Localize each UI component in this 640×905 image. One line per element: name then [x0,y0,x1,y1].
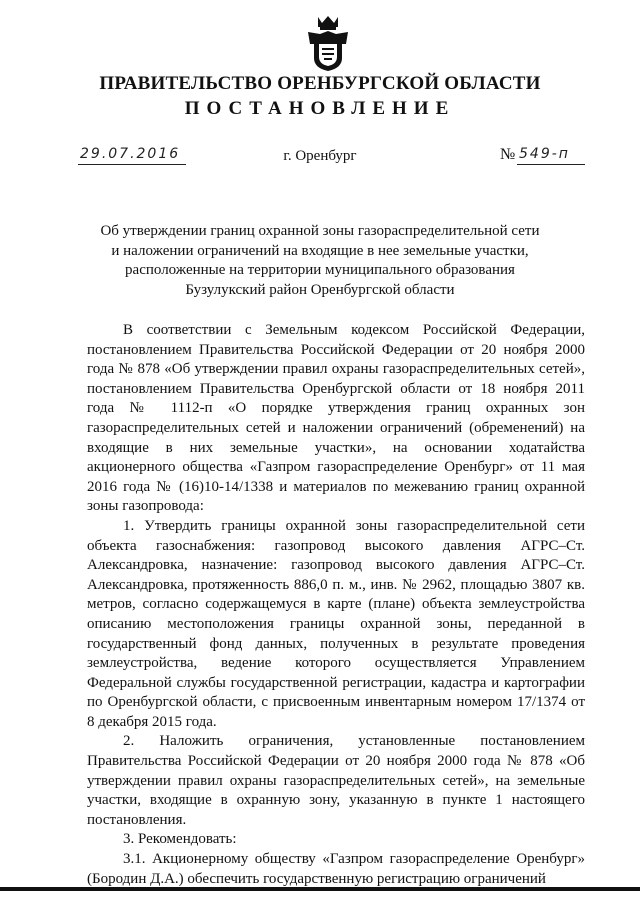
subject-line: Бузулукский район Оренбургской области [185,281,455,298]
coat-of-arms-emblem [304,14,352,72]
document-body [87,321,585,889]
subject-line: расположенные на территории муниципального образования [125,262,515,278]
subject-line: и наложении ограничений на входящие в нее земельные участки, [111,242,529,259]
item-1-paragraph: 1. Утвердить границы охранной зоны газораспределительной сети объекта газоснабжения: газопровод высокого давления АГРС–Ст. Александровка, назначение: газопровод высокого давления АГРС–Ст. Александровка, протяженность 886,0 п. м., инв. № 2962, площадью 3807 кв. метров, согласно содержащемуся в карте (плане) объекта землеустройства описанию местоположения границы охранной зоны, переданной в государственный фонд данных, полученных в результате проведения землеустройства, ведение которого осуществляется Управлением Федеральной службы государственной регистрации, кадастра и картографии по Оренбургской области, с присвоенным инвентарным номером 17/1374 от 8 декабря 2015 года. [87,517,585,730]
item-3-1-paragraph: 3.1. Акционерному обществу «Газпром газораспределение Оренбург» (Бородин Д.А.) обеспечить государственную регистрацию ограничений [87,851,585,887]
preamble-paragraph: В соответствии с Земельным кодексом Российской Федерации, постановлением Правительства Российской Федерации от 20 ноября 2000 года № 878 «Об утверждении правил охраны газораспределительных сетей», постановлением Правительства Оренбургской области от 18 ноября 2011 года № 1112-п «О порядке утверждения границ охранных зон газораспределительных сетей и наложении ограничений (обременений) на входящие в них земельные участки», на основании ходатайства акционерного общества «Газпром газораспределение Оренбург» от 11 мая 2016 года № (16)10-14/1338 и материалов по межеванию границ охранной зоны газопровода: [87,322,585,515]
scan-bottom-edge [0,887,640,891]
item-2-paragraph: 2. Наложить ограничения, установленные постановлением Правительства Российской Федерации от 20 ноября 2000 года № 878 «Об утверждении правил охраны газораспределительных сетей», на земельные участки, входящие в охранную зону, указанную в пункте 1 настоящего постановления. [87,733,585,828]
organization-title: ПРАВИТЕЛЬСТВО ОРЕНБУРГСКОЙ ОБЛАСТИ [99,73,541,94]
document-subject [90,222,550,300]
document-type: ПОСТАНОВЛЕНИЕ [184,98,456,119]
document-number: 549-п [519,146,570,162]
number-label: № [500,146,516,163]
subject-line: Об утверждении границ охранной зоны газораспределительной сети [100,223,540,239]
item-3-paragraph: 3. Рекомендовать: [123,831,237,848]
document-city: г. Оренбург [283,148,357,164]
document-date: 29.07.2016 [80,146,181,162]
number-underline [517,164,585,165]
